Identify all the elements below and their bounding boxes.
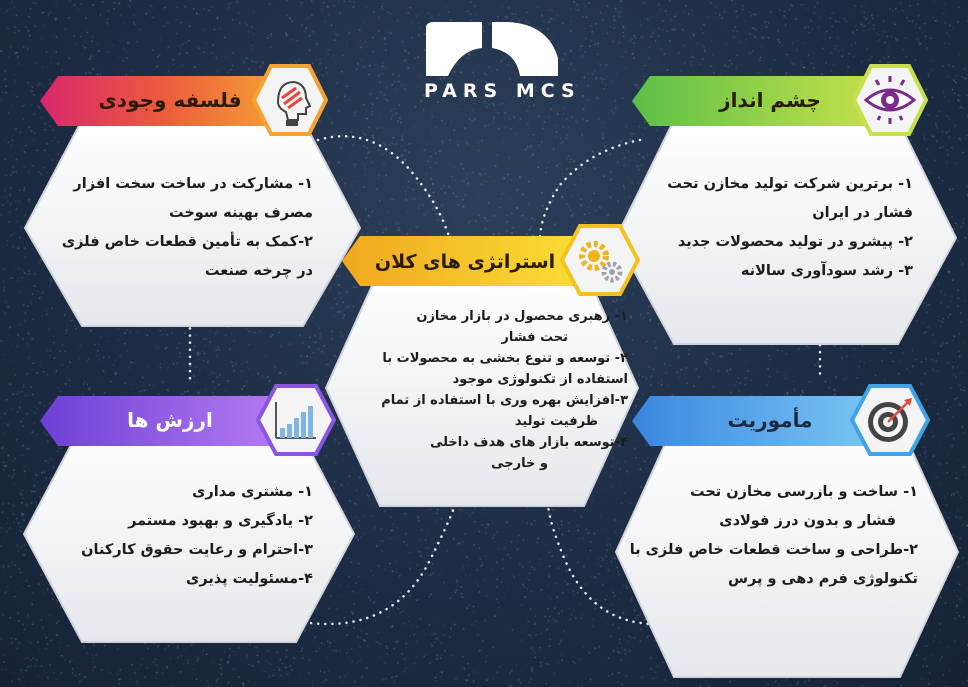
philosophy-item: مصرف بهینه سوخت xyxy=(168,205,313,221)
vision-item: ۱- برترین شرکت تولید مخازن تحت xyxy=(667,176,913,192)
strategies-item: ظرفیت تولید xyxy=(514,414,598,429)
strategies-item: تحت فشار xyxy=(501,330,568,345)
philosophy-title: فلسفه وجودی xyxy=(98,88,242,112)
strategies-item: و خارجی xyxy=(491,456,548,471)
mission-list xyxy=(630,478,918,594)
vision-list xyxy=(667,170,913,286)
values-item: ۲- یادگیری و بهبود مستمر xyxy=(128,513,313,529)
mission-item: ۲-طراحی و ساخت قطعات خاص فلزی با xyxy=(629,542,918,558)
gears-icon xyxy=(560,222,640,298)
lightbulb-head-icon xyxy=(252,62,328,138)
philosophy-item: ۱- مشارکت در ساخت سخت افزار xyxy=(73,176,313,192)
strategies-list xyxy=(381,306,628,474)
vision-item: ۲- پیشرو در تولید محصولات جدید xyxy=(677,234,913,250)
philosophy-item: در چرخه صنعت xyxy=(204,263,313,279)
philosophy-list xyxy=(62,170,313,286)
values-title: ارزش ها xyxy=(127,408,213,432)
strategies-item: ۱- رهبری محصول در بازار مخازن xyxy=(416,309,628,324)
mission-item: ۱- ساخت و بازرسی مخازن تحت xyxy=(690,484,918,500)
mission-item: فشار و بدون درز فولادی xyxy=(719,513,896,529)
vision-item: فشار در ایران xyxy=(812,205,913,221)
strategies-item: ۲- توسعه و تنوع بخشی به محصولات با xyxy=(382,351,628,366)
eye-icon xyxy=(852,62,928,138)
logo xyxy=(420,18,560,80)
values-list xyxy=(81,478,313,594)
strategies-title: استراتژی های کلان xyxy=(374,251,556,273)
values-item: ۴-مسئولیت پذیری xyxy=(186,571,313,587)
logo-mark xyxy=(420,18,560,80)
values-item: ۱- مشتری مداری xyxy=(192,484,313,500)
strategies-item: ۴-توسعه بازار های هدف داخلی xyxy=(429,435,628,450)
logo-text: PARS MCS xyxy=(424,80,581,102)
vision-title: چشم انداز xyxy=(719,88,821,112)
strategies-item: ۳-افزایش بهره وری با استفاده از تمام xyxy=(381,393,628,408)
vision-item: ۳- رشد سودآوری سالانه xyxy=(740,263,913,279)
mission-item: تکنولوژی فرم دهی و پرس xyxy=(727,571,918,587)
values-item: ۳-احترام و رعایت حقوق کارکنان xyxy=(81,542,313,558)
target-icon xyxy=(850,382,930,458)
strategies-item: استفاده از تکنولوژی موجود xyxy=(452,372,628,387)
bar-chart-icon xyxy=(256,382,336,458)
philosophy-item: ۲-کمک به تأمین قطعات خاص فلزی xyxy=(61,234,313,250)
mission-title: مأموریت xyxy=(727,408,813,432)
